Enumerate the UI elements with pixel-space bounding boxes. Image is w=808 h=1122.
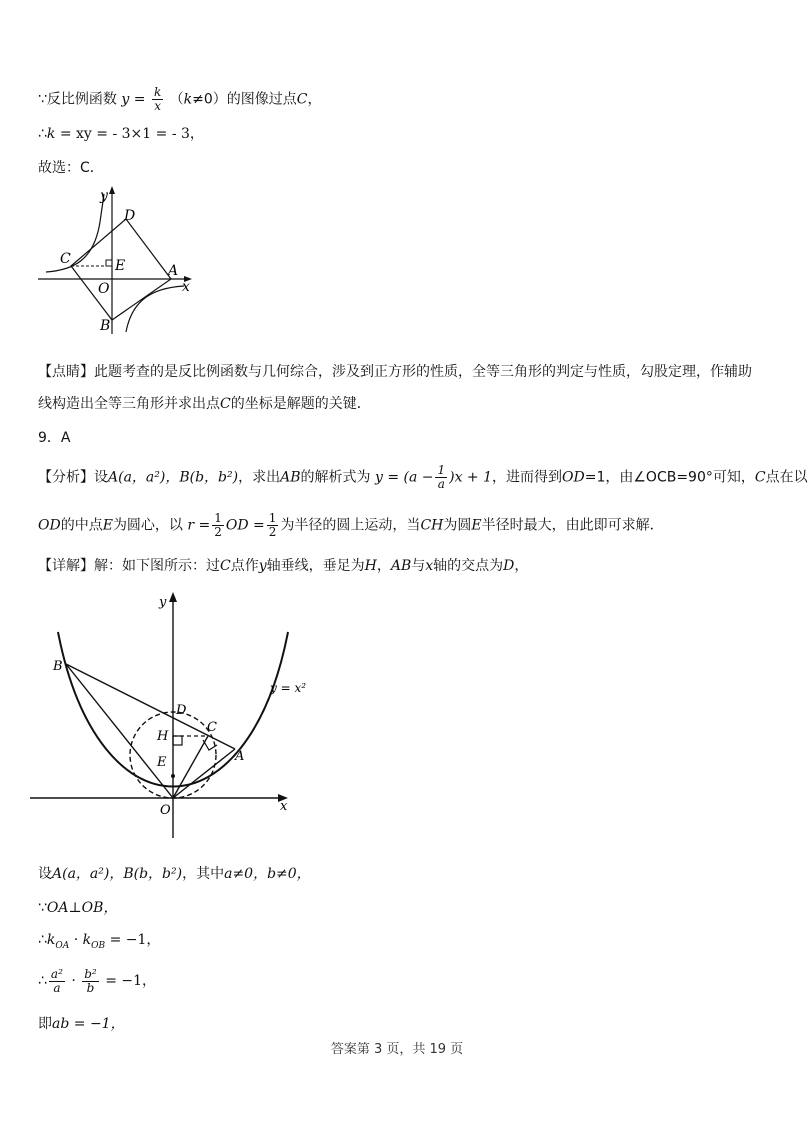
dot: ·	[66, 973, 81, 989]
text: 为圆	[443, 517, 472, 534]
numerator: 1	[268, 511, 277, 525]
line-ab	[66, 664, 235, 749]
label-x: x	[280, 799, 288, 814]
therefore-symbol: ∴	[38, 973, 47, 989]
label-d: D	[124, 208, 136, 224]
radius-r: r =	[187, 517, 211, 534]
point-c: C	[296, 91, 308, 108]
text: 【分析】设	[38, 469, 108, 486]
question-9-answer: 9．A	[38, 430, 71, 446]
comment-line-1: 【点睛】此题考查的是反比例函数与几何综合，涉及到正方形的性质，全等三角形的判定与性质，勾股定理，作辅助	[38, 364, 752, 380]
numerator: a²	[50, 966, 63, 981]
text: 的中点	[60, 517, 103, 534]
text: 轴的交点为	[433, 558, 504, 574]
segment-od: OD =	[225, 517, 265, 534]
var-y: y	[258, 558, 267, 574]
points-a-b: A(a，a²)，B(b，b²)	[108, 469, 239, 486]
dot: ·	[69, 932, 83, 948]
var-x: x	[425, 558, 434, 574]
subscript-oa: OA	[55, 940, 70, 951]
text: 设	[38, 866, 52, 882]
numerator: b²	[84, 966, 97, 981]
expression: OA⊥OB，	[46, 900, 118, 916]
denominator: 2	[214, 525, 222, 539]
text: ，进而得到	[492, 469, 563, 486]
fraction-a2-over-a	[49, 968, 65, 995]
label-c: C	[60, 251, 71, 267]
figure-parabola-circle	[28, 588, 307, 848]
segment-ch: CH	[420, 517, 444, 534]
point-e: E	[102, 517, 113, 534]
text: 为半径的圆上运动，当	[280, 517, 421, 534]
right-angle-mark	[106, 260, 112, 266]
line-slope-product	[38, 930, 160, 956]
label-curve: y = x²	[270, 681, 307, 695]
comma: ，	[514, 558, 529, 574]
line-perpendicular	[38, 898, 117, 918]
paren: （	[169, 91, 184, 108]
text: ，其中	[182, 866, 225, 882]
therefore-symbol: ∴	[38, 932, 47, 948]
text: ≠0）的图像过点	[192, 91, 297, 108]
detail-line	[38, 556, 528, 576]
segment-od: OD	[562, 469, 585, 486]
text: 反比例函数	[46, 91, 117, 108]
label-b: B	[100, 318, 111, 334]
point-h: H	[364, 558, 377, 574]
point-c: C	[220, 396, 231, 412]
segment-ab: AB	[390, 558, 412, 574]
text: 为圆心，以	[112, 517, 183, 534]
figure-square-hyperbola	[34, 182, 204, 342]
text: 点在以	[765, 469, 808, 486]
text: 线构造出全等三角形并求出点	[38, 396, 220, 412]
segment-od: OD	[38, 517, 61, 534]
analysis-line-1	[38, 464, 808, 491]
fraction-b2-over-b	[82, 968, 99, 995]
line-inverse-function	[38, 86, 322, 113]
denominator: 2	[268, 525, 277, 539]
text: 【详解】解：如下图所示：过	[38, 558, 220, 574]
point-c: C	[220, 558, 231, 574]
comment-line-2	[38, 394, 371, 414]
text: 即	[38, 1016, 52, 1032]
var-k: k	[46, 126, 56, 142]
text: 半径时最大，由此即可求解．	[481, 517, 664, 534]
fraction-half	[267, 512, 279, 539]
line-fraction-product	[38, 966, 156, 996]
points-a-b: A(a，a²)，B(b，b²)	[52, 866, 183, 882]
line-k-value	[38, 124, 204, 144]
text: 的坐标是解题的关键．	[230, 396, 371, 412]
page-footer: 答案第 3 页，共 19 页	[330, 1042, 464, 1057]
line-answer-c: 故选：C．	[38, 160, 104, 176]
slope-k: k	[82, 932, 92, 948]
line-set-points	[38, 864, 311, 884]
equals: =	[129, 91, 150, 108]
formula-part: )x + 1	[449, 469, 493, 486]
line-ab-result	[38, 1014, 125, 1034]
fraction-half	[212, 512, 224, 539]
label-b: B	[53, 659, 63, 674]
because-symbol: ∵	[38, 91, 47, 108]
text: 点作	[230, 558, 259, 574]
line-oa	[173, 749, 235, 798]
text: 轴垂线，垂足为	[266, 558, 365, 574]
numerator: 1	[437, 463, 446, 477]
formula-part: y = (a −	[374, 469, 434, 486]
denominator: b	[86, 980, 95, 995]
segment-ab: AB	[280, 469, 301, 486]
point-e: E	[471, 517, 482, 534]
fraction-k-over-x	[152, 86, 163, 113]
label-y: y	[100, 188, 108, 204]
analysis-line-2	[38, 512, 664, 539]
numerator: 1	[214, 511, 222, 525]
y-axis-arrow	[109, 186, 115, 194]
slope-k: k	[46, 932, 56, 948]
numerator: k	[153, 85, 162, 99]
subscript-ob: OB	[91, 940, 106, 951]
text: ，求出	[238, 469, 281, 486]
text: 的解析式为	[300, 469, 371, 486]
condition: a≠0，b≠0，	[224, 866, 311, 882]
label-a: A	[168, 263, 179, 279]
point-d: D	[503, 558, 515, 574]
label-e: E	[157, 755, 167, 770]
label-x: x	[182, 279, 190, 295]
label-a: A	[235, 749, 245, 764]
text: =1，由∠OCB=90°可知，	[584, 469, 755, 486]
point-e-dot	[171, 774, 175, 778]
expression: ab = −1，	[52, 1016, 125, 1032]
label-e: E	[115, 258, 126, 274]
expression: = xy = - 3×1 = - 3，	[55, 126, 204, 142]
text: 与	[411, 558, 426, 574]
fraction-1-over-a	[435, 464, 447, 491]
label-o: O	[160, 803, 171, 818]
label-c: C	[207, 720, 217, 735]
hyperbola-branch-upper	[46, 194, 104, 272]
var-k: k	[183, 91, 193, 108]
label-y: y	[159, 595, 167, 610]
hyperbola-branch-lower	[126, 286, 184, 332]
var-y: y	[121, 91, 130, 108]
expression: = −1，	[100, 973, 157, 989]
y-axis-arrow	[169, 592, 177, 602]
denominator: a	[437, 477, 445, 491]
label-o: O	[98, 281, 110, 297]
denominator: x	[154, 99, 161, 113]
label-d: D	[176, 703, 187, 718]
right-angle-mark-h	[173, 736, 182, 745]
text: ，	[376, 558, 391, 574]
comma: ，	[307, 91, 322, 108]
because-symbol: ∵	[38, 900, 47, 916]
point-c: C	[754, 469, 766, 486]
label-h: H	[157, 729, 169, 744]
denominator: a	[53, 980, 61, 995]
therefore-symbol: ∴	[38, 126, 47, 142]
expression: = −1，	[105, 932, 161, 948]
